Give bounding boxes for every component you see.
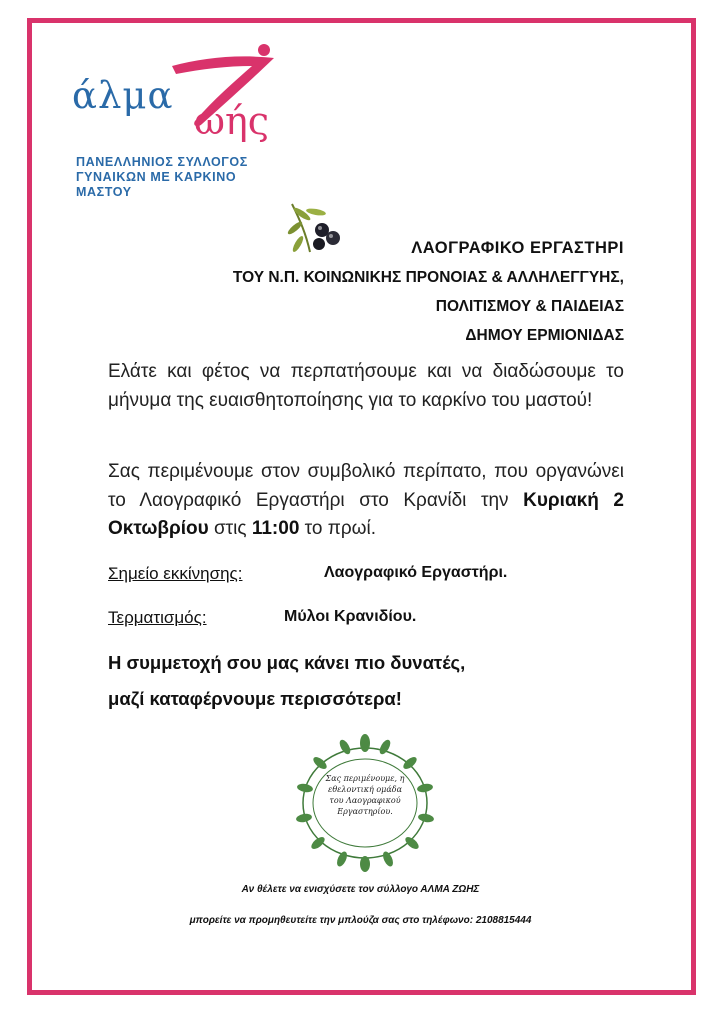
heading-line-3: ΠΟΛΙΤΙΣΜΟΥ & ΠΑΙΔΕΙΑΣ — [435, 298, 624, 315]
organizer-heading — [233, 234, 624, 350]
finish-point-label: Τερματισμός: — [108, 608, 207, 627]
start-point-label: Σημείο εκκίνησης: — [108, 564, 243, 583]
event-text-2: στις — [208, 518, 252, 539]
event-text-1: Σας περιμένουμε στον συμβολικό περίπατο, που οργανώνει το Λαογραφικό Εργαστήρι στο Κρανίδι την — [108, 461, 624, 511]
footer-phone-line: μπορείτε να προμηθευτείτε την μπλούζα σας στο τηλέφωνο: 2108815444 — [189, 915, 532, 926]
logo — [72, 44, 292, 199]
heading-line-1: ΛΑΟΓΡΑΦΙΚΟ ΕΡΓΑΣΤΗΡΙ — [411, 239, 624, 257]
logo-word-alma: άλμα — [72, 74, 174, 117]
organization-name — [76, 155, 292, 200]
start-point-value: Λαογραφικό Εργαστήρι. — [324, 564, 508, 581]
event-details-paragraph — [108, 458, 624, 544]
start-point-row — [108, 564, 508, 584]
event-time: 11:00 — [251, 518, 300, 539]
footer-support-line: Αν θέλετε να ενισχύσετε τον σύλλογο ΑΛΜΑ ΖΩΗΣ — [241, 884, 480, 895]
finish-point-value: Μύλοι Κρανιδίου. — [284, 608, 417, 625]
organization-line-2: ΓΥΝΑΙΚΩΝ ΜΕ ΚΑΡΚΙΝΟ ΜΑΣΤΟΥ — [76, 170, 237, 199]
logo-word-zois: ωής — [194, 99, 270, 143]
finish-point-row — [108, 608, 417, 628]
closing-line-1: Η συμμετοχή σου μας κάνει πιο δυνατές, — [108, 652, 466, 673]
heading-line-4: ΔΗΜΟΥ ΕΡΜΙΟΝΙΔΑΣ — [465, 327, 624, 344]
volunteer-wreath — [290, 733, 440, 873]
invitation-paragraph: Ελάτε και φέτος να περπατήσουμε και να διαδώσουμε το μήνυμα της ευαισθητοποίησης για το καρκίνο του μαστού! — [108, 361, 624, 411]
heading-line-2: ΤΟΥ Ν.Π. ΚΟΙΝΩΝΙΚΗΣ ΠΡΟΝΟΙΑΣ & ΑΛΛΗΛΕΓΓΥΗΣ, — [232, 269, 624, 286]
closing-line-2: μαζί καταφέρνουμε περισσότερα! — [108, 688, 402, 709]
event-text-3: το πρωί. — [299, 518, 377, 539]
organization-line-1: ΠΑΝΕΛΛΗΝΙΟΣ ΣΥΛΛΟΓΟΣ — [76, 155, 248, 169]
wreath-message: Σας περιμένουμε, η εθελοντική ομάδα του Λαογραφικού Εργαστηρίου. — [325, 774, 405, 816]
event-date: Κυριακή 2 Οκτωβρίου — [108, 489, 624, 539]
